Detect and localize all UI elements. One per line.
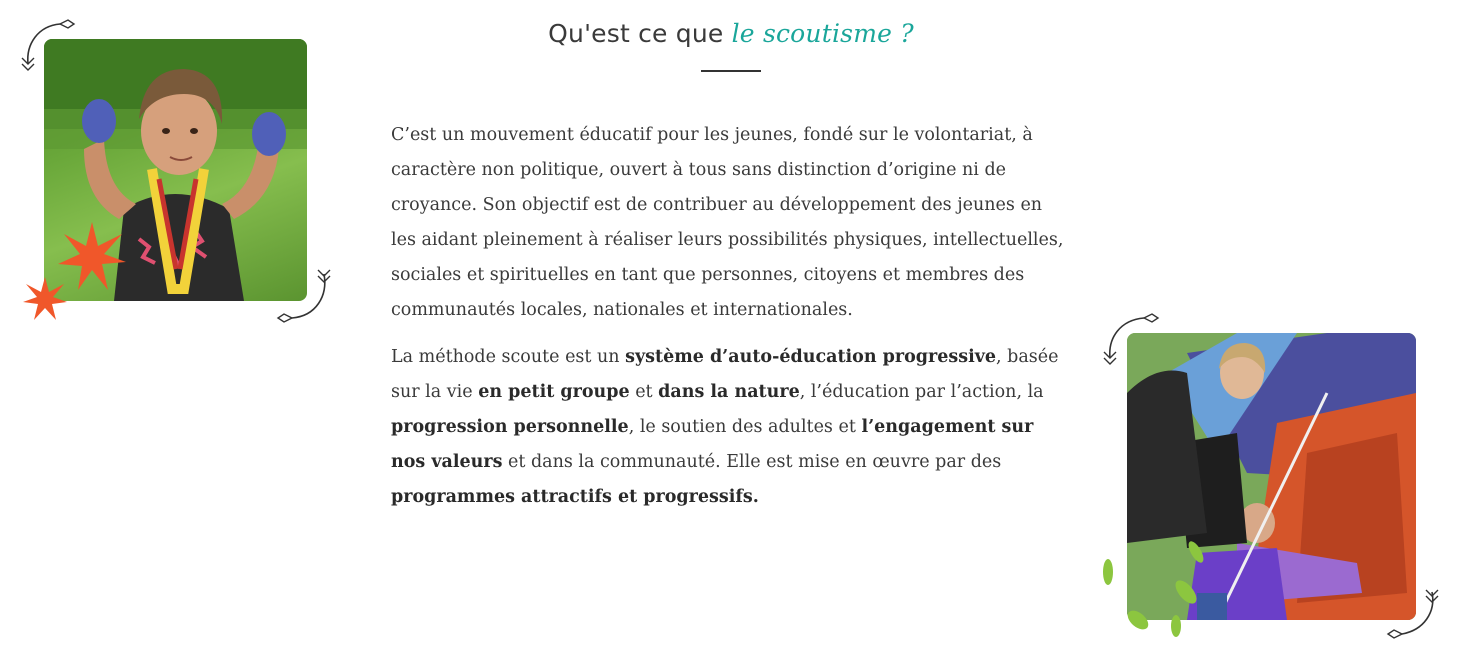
leaf-decoration-icon [1098,540,1218,650]
text-span: , le soutien des adultes et [628,417,862,437]
paragraph-method [391,340,1071,515]
bold-span: système d’auto-éducation progressive [625,347,997,367]
title-prefix: Qu'est ce que [548,19,732,48]
text-span: La méthode scoute est un [391,347,626,367]
section-body [391,118,1071,527]
title-divider [701,70,761,72]
paragraph-definition: C’est un mouvement éducatif pour les jeunes, fondé sur le volontariat, à caractère non politique, ouvert à tous sans distinction d’origine ni de croyance. Son objectif est de contribuer au développement des jeunes en les aidant pleinement à réaliser leurs possibilités physiques, intellectuelles, sociales et spirituelles en tant que personnes, citoyens et membres des communautés locales, nationales et internationales. [391,125,1064,320]
bold-span: en petit groupe [478,382,630,402]
text-span: , l’éducation par l’action, la [799,382,1044,402]
text-span: et [629,382,659,402]
text-span: et dans la communauté. Elle est mise en œuvre par des [502,452,1002,472]
arrow-decoration-icon [274,266,338,326]
text-span: , basée sur la vie [391,347,1059,402]
bold-span: progression personnelle [391,417,629,437]
bold-span: dans la nature [658,382,800,402]
title-accent: le scoutisme ? [731,19,914,48]
arrow-decoration-icon [1384,586,1444,646]
small-star-icon [22,276,68,322]
bold-span: l’engagement sur nos valeurs [391,417,1034,472]
bold-span: programmes attractifs et progressifs. [391,487,759,507]
